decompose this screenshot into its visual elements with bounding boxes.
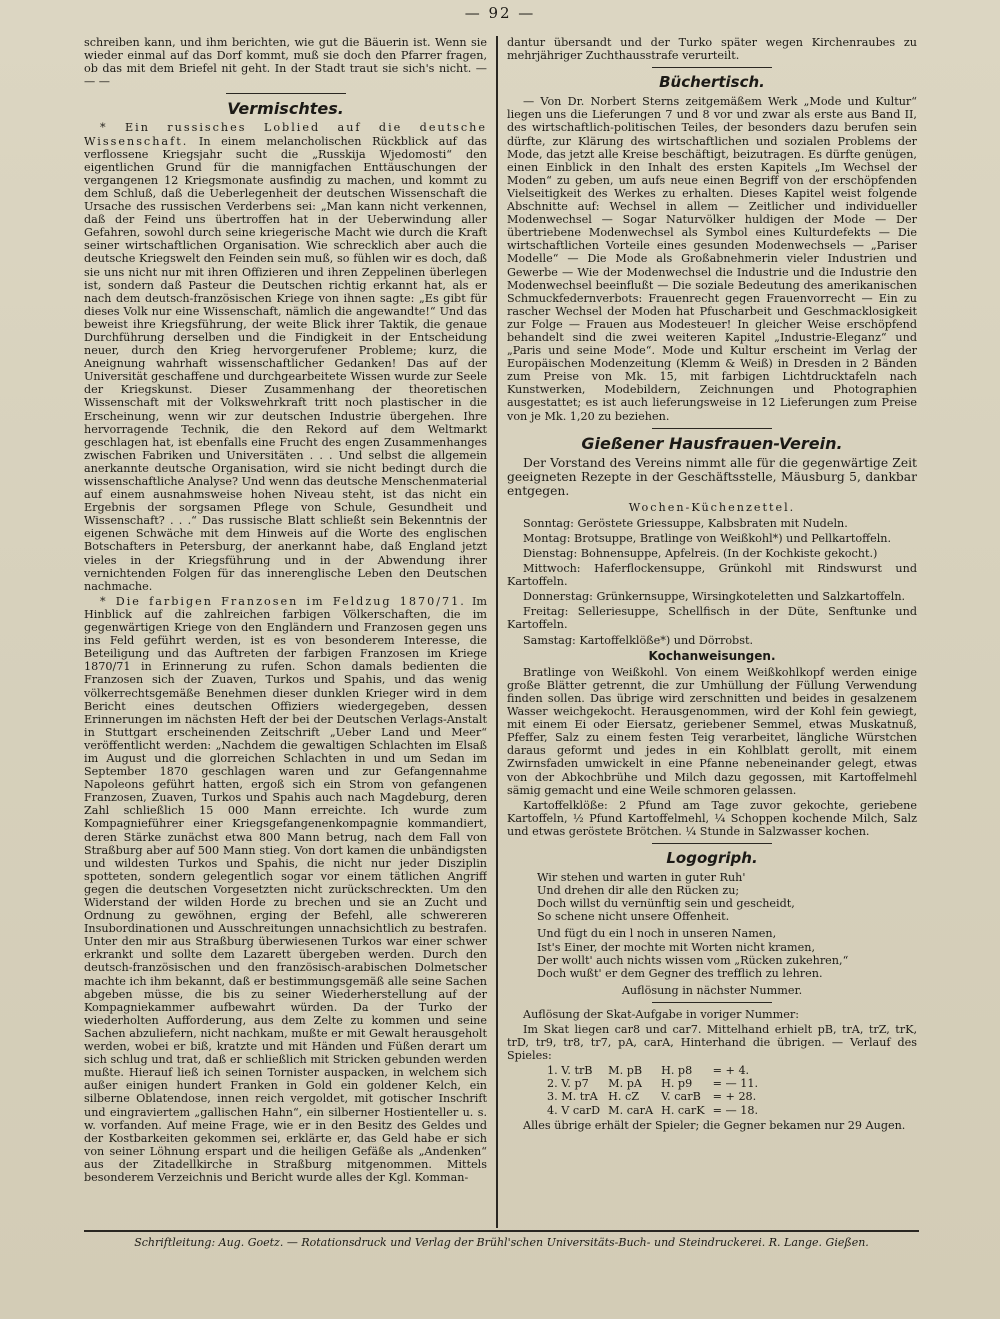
article-franzosen-lead: * Die farbigen Franzosen im Feldzug 1870/71. xyxy=(100,594,466,608)
day-montag: Montag: Brotsuppe, Bratlinge von Weißkohl*) und Pellkartoffeln. xyxy=(523,531,892,545)
section-rule xyxy=(652,428,772,429)
carry-paragraph: dantur übersandt und der Turko später wegen Kirchenraubes zu mehrjähriger Zuchthausstrafe verurteilt. xyxy=(507,36,917,63)
section-rule xyxy=(652,67,772,68)
table-cell: H. p9 xyxy=(661,1077,693,1091)
day-donnerstag: Donnerstag: Grünkernsuppe, Wirsingkoteletten und Salzkartoffeln. xyxy=(523,590,906,604)
table-cell: M. pB xyxy=(608,1064,643,1078)
aufloesung-note: Auflösung in nächster Nummer. xyxy=(621,983,803,997)
table-cell: 2. V. p7 xyxy=(547,1077,589,1091)
buechertisch-body: — Von Dr. Norbert Sterns zeitgemäßem Werk „Mode und Kultur“ liegen uns die Lieferungen 7 und 8 vor und zwar als erste aus Band II, des wirtschaftlich-politischen Teiles, der besonders dazu berufen sein dürfte, zur Klärung des wirtschaftlichen und sozialen Problems der Mode, das jetzt alle Kreise beschäftigt, beizutragen. Es dürfte genügen, einen Einblick in den Inhalt des ersten Kapitels „Im Wechsel der Moden“ zu geben, um aufs neue einen Begriff von der erschöpfenden Vielseitigkeit des Werkes zu erhalten. Dieses Kapitel weist folgende Abschnitte auf: Wechsel in allem — Zeitlicher und individueller Modenwechsel — Sogar Naturvölker huldigen der Mode — Der übertriebene Modenwechsel als Symbol eines Kulturdefekts — Die wirtschaftlichen Vorteile eines gesunden Modenwechsels — „Pariser Modelle“ — Die Mode als Großabnehmerin vieler Industrien und Gewerbe — Wie der Modenwechsel die Industrie und die Industrie den Modenwechsel beeinflußt — Die soziale Bedeutung des amerikanischen Schmuckfedernverbots: Frauenrecht gegen Frauenvorrecht — Ein zu rascher Wechsel der Moden hat Pfuscharbeit und Geschmacklosigkeit zur Folge — Frauen aus Modesteuer! In gleicher Weise erschöpfend behandelt sind die zwei weiteren Kapitel „Industrie-Eleganz“ und „Paris und seine Mode“. Mode und Kultur erscheint im Verlag der Europäischen Modenzeitung (Klemm & Weiß) in Dresden in 2 Bänden zum Preise von Mk. 15, mit farbigen Lichtdrucktafeln nach Kunstwerken, Modebildern, Zeichnungen und Photographien ausgestattet; es ist auch lieferungsweise in 12 Lieferungen zum Preise von je Mk. 1,20 zu beziehen. xyxy=(507,95,917,423)
vermischtes-heading: Vermischtes. xyxy=(227,99,344,119)
article-russisch-lead: * Ein russisches Loblied auf die deutsche Wissenschaft. xyxy=(84,121,487,148)
logogriph-heading: Logogriph. xyxy=(666,848,758,867)
poem-line: Doch willst du vernünftig sein und gescheidt, xyxy=(537,897,795,911)
day-sonntag: Sonntag: Geröstete Griessuppe, Kalbsbraten mit Nudeln. xyxy=(523,516,848,530)
poem-line: Der wollt' auch nichts wissen vom „Rücken zukehren,“ xyxy=(537,953,849,967)
table-cell: H. p8 xyxy=(661,1064,693,1078)
table-cell: V. carB xyxy=(661,1090,701,1104)
table-cell: H. cZ xyxy=(608,1090,640,1104)
kochanweisungen-heading: Kochanweisungen. xyxy=(648,648,776,663)
recipe-kartoffelkloesse: Kartoffelklöße: 2 Pfund am Tage zuvor gekochte, geriebene Kartoffeln, ½ Pfund Kartoffelmehl, ¼ Schoppen kochende Milch, Salz und etwas geröstete Brötchen. ¼ Stunde in Salzwasser kochen. xyxy=(507,798,917,838)
imprint-footer: Schriftleitung: Aug. Goetz. — Rotationsdruck und Verlag der Brühl'schen Universitäts-Buch- und Steindruckerei. R. Lange. Gießen. xyxy=(134,1236,869,1249)
poem-line: Und drehen dir alle den Rücken zu; xyxy=(537,884,740,898)
footer-rule xyxy=(84,1230,919,1232)
table-row xyxy=(547,1090,766,1103)
intro-paragraph: schreiben kann, und ihm berichten, wie gut die Bäuerin ist. Wenn sie wieder einmal auf das Dorf kommt, muß sie doch den Pfarrer fragen, ob das mit dem Briefel nit geht. In der Stadt traut sie sich's nicht. — — — xyxy=(84,36,487,89)
skat-heading: Auflösung der Skat-Aufgabe in voriger Nummer: xyxy=(523,1007,799,1021)
left-column xyxy=(84,36,487,1226)
poem-line: Und fügt du ein l noch in unseren Namen, xyxy=(537,927,777,941)
hausfrauen-verein-heading: Gießener Hausfrauen-Verein. xyxy=(581,433,843,453)
day-freitag: Freitag: Selleriesuppe, Schellfisch in der Düte, Senftunke und Kartoffeln. xyxy=(507,605,917,632)
table-cell: = — 18. xyxy=(712,1103,759,1117)
page-number: — 92 — xyxy=(464,4,536,22)
recipe-bratlinge: Bratlinge von Weißkohl. Von einem Weißkohlkopf werden einige große Blätter getrennt, die zur Umhüllung der Füllung Verwendung finden sollen. Das übrige wird zerschnitten und beides in gesalzenem Wasser weichgekocht. Herausgenommen, wird der Kohl fein gewiegt, mit einem Ei oder Eiersatz, geriebener Semmel, etwas Muskatnuß, Pfeffer, Salz zu einem festen Teig verarbeitet, längliche Würstchen daraus geformt und jedes in ein Kohlblatt gerollt, mit einem Zwirnsfaden umwickelt in eine Pfanne nebeneinander gelegt, etwas von der Abkochbrühe und Milch dazu gegossen, mit Kartoffelmehl sämig gemacht und eine Weile schmoren gelassen. xyxy=(507,665,917,797)
table-cell: 3. M. trA xyxy=(547,1090,598,1104)
kuechenzettel-heading: Wochen-Küchenzettel. xyxy=(628,500,796,514)
table-row xyxy=(547,1064,766,1077)
skat-table xyxy=(547,1064,766,1116)
article-franzosen-body: Im Hinblick auf die zahlreichen farbigen Völkerschaften, die im gegenwärtigen Kriege von den Engländern und Franzosen gegen uns ins Feld geführt werden, ist es von besonderem Interesse, die Beteiligung und das Auftreten der farbigen Franzosen im Kriege 1870/71 in Erinnerung zu rufen. Schon damals bedienten die Franzosen sich der Zuaven, Turkos und Spahis, und das wenig völkerrechtsgemäße Benehmen dieser dunklen Krieger wird in dem Bericht eines deutschen Offiziers wiedergegeben, dessen Erinnerungen im nächsten Heft der bei der Deutschen Verlags-Anstalt in Stuttgart erscheinenden Zeitschrift „Ueber Land und Meer“ veröffentlicht werden: „Nachdem die gewaltigen Schlachten im Elsaß im August und die glorreichen Schlachten in und um Sedan im September 1870 geschlagen waren und zur Gefangennahme Napoleons geführt hatten, ergoß sich ein Strom von gefangenen Franzosen, Zuaven, Turkos und Spahis auch nach Magdeburg, deren Zahl schließlich 15 000 Mann erreichte. Ich wurde zum Kompagnieführer einer Kriegsgefangenenkompagnie kommandiert, deren Stärke zunächst etwa 800 Mann betrug, nach dem Fall von Straßburg aber auf 500 Mann stieg. Von dort kamen die unbändigsten und wildesten Turkos und Spahis, die nicht nur jeder Disziplin spotteten, sondern gelegentlich sogar vor einem tätlichen Angriff gegen die deutschen Vorgesetzten nicht zurückschreckten. Um den Widerstand der wilden Horde zu brechen und sie an Zucht und Ordnung zu gewöhnen, erging der Befehl, alle schwereren Insubordinationen und Ausschreitungen unnachsichtlich zu bestrafen. Unter den mir aus Straßburg überwiesenen Turkos war einer schwer erkrankt und sollte dem Lazarett übergeben werden. Durch den deutsch-französischen und den französisch-arabischen Dolmetscher machte ich ihm bekannt, daß er bestimmungsgemäß alle seine Sachen abgeben müsse, die bis zu seiner Wiederherstellung auf der Kompagniekammer aufbewahrt würden. Da der Turko der wiederholten Aufforderung, aus dem Zelte zu kommen und seine Sachen abzuliefern, nicht nachkam, mußte er mit Gewalt herausgeholt werden, wobei er biß, kratzte und mit Händen und Füßen derart um sich schlug und trat, daß er schließlich mit Stricken gebunden werden mußte. Hierauf ließ ich seinen Tornister auspacken, in welchem sich außer einigen hundert Franken in Gold ein goldener Kelch, ein silberne Oblatendose, innen reich vergoldet, mit gotischer Inschrift und eingraviertem „gallischen Hahn“, ein silberner Hostienteller u. s. w. vorfanden. Auf meine Frage, wie er in den Besitz des Geldes und der Kostbarkeiten gekommen sei, erklärte er, das Geld habe er sich von seiner Löhnung erspart und die heiligen Gefäße als „Andenken“ aus der Zitadellkirche in Straßburg mitgenommen. Mittels besonderem Verzeichnis und Bericht wurde alles der Kgl. Komman- xyxy=(84,594,487,1184)
table-cell: = + 28. xyxy=(712,1090,757,1104)
table-cell: H. carK xyxy=(661,1103,705,1117)
table-cell: = — 11. xyxy=(712,1077,759,1091)
verein-intro: Der Vorstand des Vereins nimmt alle für die gegenwärtige Zeit geeigneten Rezepte in der Geschäftsstelle, Mäusburg 5, dankbar entgegen. xyxy=(507,455,917,498)
buechertisch-heading: Büchertisch. xyxy=(659,73,765,92)
poem-line: Doch wußt' er dem Gegner des trefflich zu lehren. xyxy=(537,966,823,980)
section-rule xyxy=(226,93,346,94)
column-divider xyxy=(496,36,498,1228)
table-row xyxy=(547,1077,766,1090)
table-cell: M. carA xyxy=(608,1103,654,1117)
day-samstag: Samstag: Kartoffelklöße*) und Dörrobst. xyxy=(523,633,754,647)
section-rule xyxy=(652,843,772,844)
poem-stanza-2 xyxy=(537,927,917,979)
article-farbige-franzosen xyxy=(84,595,487,1184)
skat-end: Alles übrige erhält der Spieler; die Gegner bekamen nur 29 Augen. xyxy=(523,1118,906,1132)
table-cell: 4. V carD xyxy=(547,1103,601,1117)
poem-line: So schene nicht unsere Offenheit. xyxy=(537,910,730,924)
article-russisch xyxy=(84,121,487,592)
section-rule xyxy=(652,1002,772,1003)
table-cell: M. pA xyxy=(608,1077,642,1091)
table-row xyxy=(547,1104,766,1117)
right-column xyxy=(507,36,917,1226)
article-russisch-body: In einem melancholischen Rückblick auf das verflossene Kriegsjahr sucht die „Russkija Wjedomosti“ den eigentlichen Grund für die mannigfachen Enttäuschungen der vergangenen 12 Kriegsmonate ausfindig zu machen, und kommt zu dem Schluß, daß die Ueberlegenheit der deutschen Wissenschaft die Ursache des russischen Verderbens sei: „Man kann nicht verkennen, daß der Feind uns übertroffen hat in der Ueberwindung aller Gefahren, sowohl durch seine kriegerische Macht wie durch die Kraft seiner wirtschaftlichen Organisation. Wie schrecklich aber auch die deutsche Kriegswelt den Feinden sein muß, so fühlen wir es doch, daß sie uns nicht nur mit ihren Offizieren und ihren Zeppelinen überlegen ist, sondern daß Pasteur die Deutschen richtig erkannt hat, als er nach dem deutsch-französischen Kriege von ihnen sagte: „Es gibt für dieses Volk nur eine Wissenschaft, nämlich die angewandte!“ Und das beweist ihre Kriegsführung, der weite Blick ihrer Taktik, die genaue Durchführung derselben und die Findigkeit in der Entscheidung neuer, durch den Krieg hervorgerufener Probleme; kurz, die Aneignung wahrhaft wissenschaftlicher Gedanken! Das auf der Universität geschaffene und durchgearbeitete Wissen wurde zur Seele der Kriegskunst. Dieser Zusammenhang der theoretischen Wissenschaft mit der Volkswehrkraft tritt noch plastischer in die Erscheinung, wenn wir zur deutschen Industrie übergehen. Ihre hervorragende Technik, die den Rekord auf dem Weltmarkt geschlagen hat, ist ebenfalls eine Frucht des engen Zusammenhanges zwischen Fabriken und Universitäten . . . Und selbst die allgemein anerkannte deutsche Organisation, wird sie nicht bedingt durch die wissenschaftliche Analyse? Und wenn das deutsche Menschenmaterial auf einem ausnahmsweise hohen Niveau steht, ist das nicht ein Ergebnis der sorgsamen Pflege von Schule, Gesundheit und Wissenschaft? . . .“ Das russische Blatt schließt sein Bekenntnis der eigenen Schwäche mit dem Hinweis auf die Worte des englischen Botschafters in Petersburg, der anerkannt habe, daß England jetzt vieles in der Kriegsführung und in der Abwendung ihrer vernichtenden Folgen für das innerenglische Leben den Deutschen nachmache. xyxy=(84,134,487,593)
day-mittwoch: Mittwoch: Haferflockensuppe, Grünkohl mit Rindswurst und Kartoffeln. xyxy=(507,562,917,589)
poem-stanza-1 xyxy=(537,871,917,923)
day-dienstag: Dienstag: Bohnensuppe, Apfelreis. (In der Kochkiste gekocht.) xyxy=(523,547,878,560)
skat-text: Im Skat liegen car8 und car7. Mittelhand erhielt pB, trA, trZ, trK, trD, tr9, tr8, tr7, pA, carA, Hinterhand die übrigen. — Verlauf des Spieles: xyxy=(507,1023,917,1063)
poem-line: Ist's Einer, der mochte mit Worten nicht kramen, xyxy=(537,940,816,954)
poem-line: Wir stehen und warten in guter Ruh' xyxy=(537,871,746,885)
table-cell: 1. V. trB xyxy=(547,1064,593,1078)
table-cell: = + 4. xyxy=(712,1064,750,1078)
